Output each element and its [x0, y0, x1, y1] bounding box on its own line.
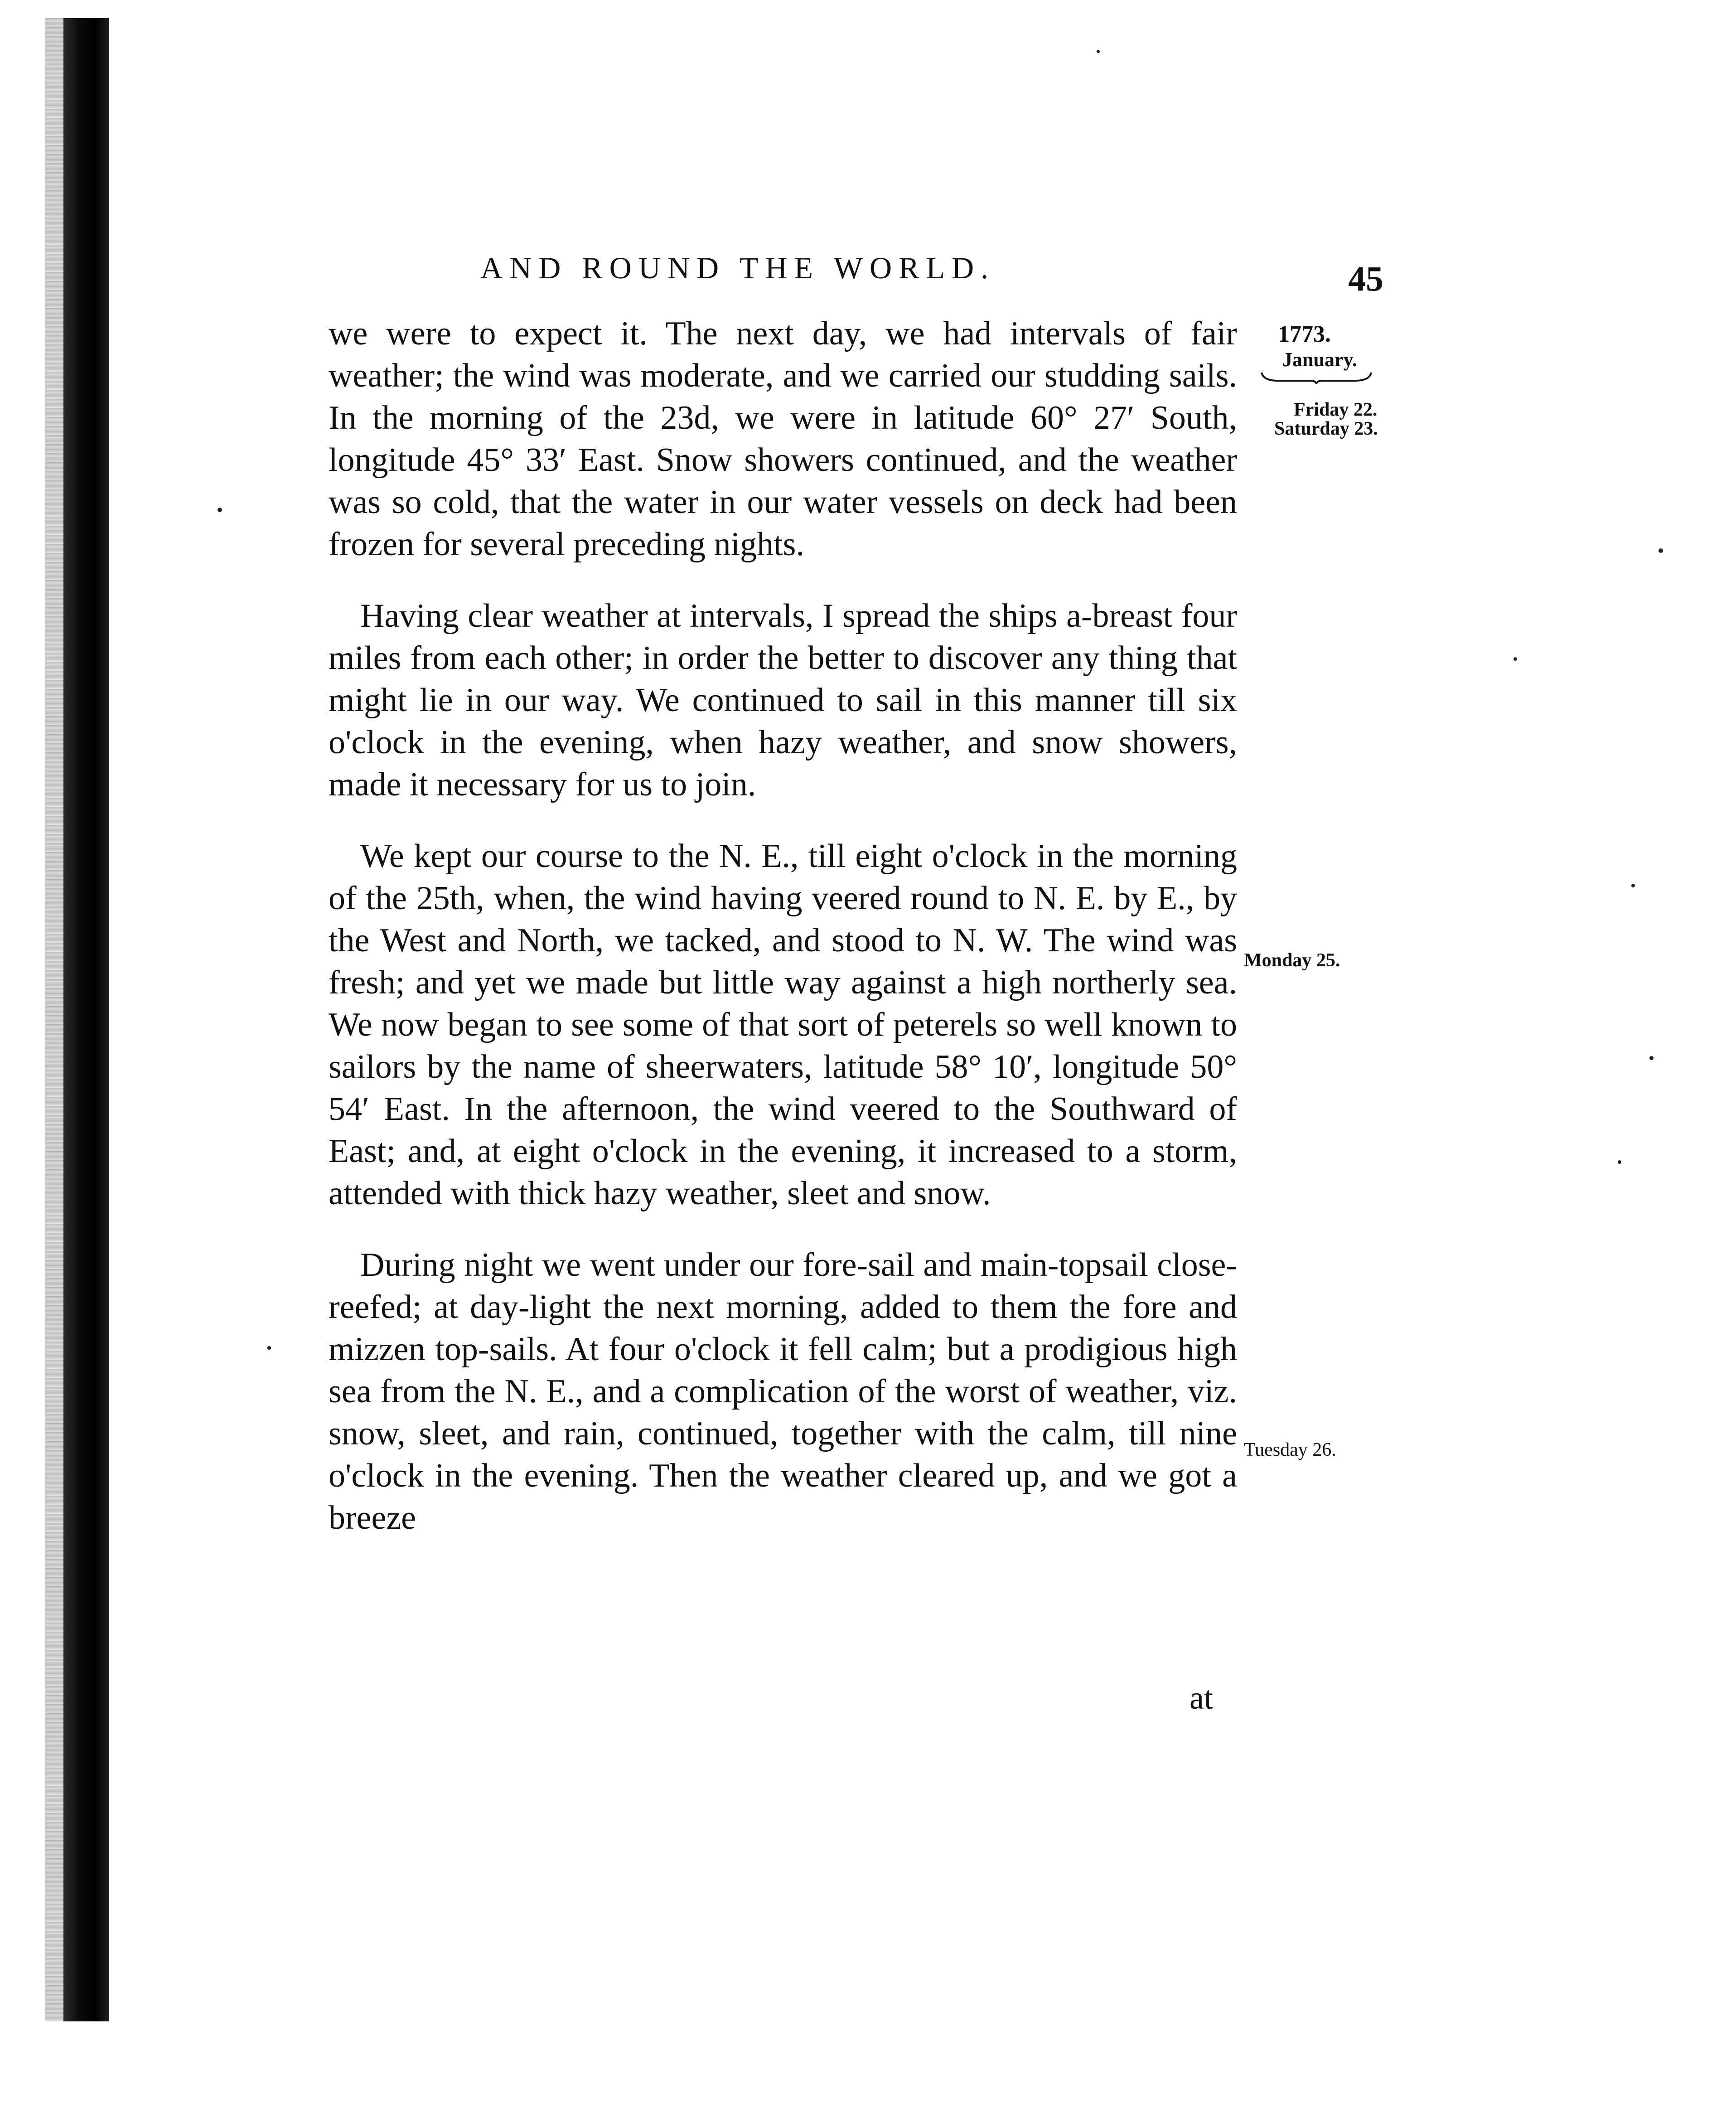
print-speck	[218, 508, 222, 512]
margin-note-tuesday: Tuesday 26.	[1244, 1439, 1336, 1460]
catchword: at	[1190, 1680, 1213, 1716]
paragraph-3: We kept our course to the N. E., till eight o'clock in the morning of the 25th, when, the wind having veered round to N. E. by E., by the West and North, we tacked, and stood to N. W. The wind was fresh; and yet we made but little way against a high northerly sea. We now began to see some of that sort of peterels so well known to sailors by the name of sheerwaters, latitude 58° 10′, longitude 50° 54′ East. In the afternoon, the wind veered to the Southward of East; and, at eight o'clock in the evening, it increased to a storm, attended with thick hazy weather, sleet and snow.	[329, 838, 1237, 1212]
margin-note-friday: Friday 22.	[1294, 399, 1378, 420]
margin-note-saturday: Saturday 23.	[1274, 418, 1378, 439]
print-speck	[1097, 50, 1100, 53]
print-speck	[1618, 1160, 1621, 1164]
page-binding-edge	[45, 18, 63, 2021]
margin-note-month: January.	[1282, 349, 1358, 371]
margin-brace	[1260, 371, 1373, 384]
page-number: 45	[1348, 259, 1383, 298]
paragraph-4: During night we went under our fore-sail and main-topsail close-reefed; at day-light the next morning, added to them the fore and mizzen top-sails. At four o'clock it fell calm; but a prodigious high sea from the N. E., and a complication of the worst of weather, viz. snow, sleet, and rain, continued, together with the calm, till nine o'clock in the evening. Then the weather cleared up, and we got a breeze	[329, 1246, 1237, 1536]
paragraph-gap	[329, 1215, 1237, 1244]
paragraph-2: Having clear weather at intervals, I spread the ships a-breast four miles from each other; in order the better to discover any thing that might lie in our way. We continued to sail in this manner till six o'clock in the evening, when hazy weather, and snow showers, made it necessary for us to join.	[329, 597, 1237, 803]
print-speck	[1659, 548, 1663, 553]
print-speck	[1649, 1056, 1654, 1060]
body-text	[329, 313, 1237, 1539]
margin-note-monday: Monday 25.	[1244, 950, 1340, 971]
paragraph-gap	[329, 566, 1237, 595]
binding-shadow	[63, 18, 109, 2021]
print-speck	[1514, 657, 1517, 661]
margin-note-year: 1773.	[1278, 321, 1331, 347]
paragraph-1: we were to expect it. The next day, we had intervals of fair weather; the wind was moderate, and we carried our studding sails. In the morning of the 23d, we were in latitude 60° 27′ South, longitude 45° 33′ East. Snow showers continued, and the weather was so cold, that the water in our water vessels on deck had been frozen for several preceding nights.	[329, 315, 1237, 563]
running-head: AND ROUND THE WORLD.	[480, 251, 996, 285]
print-speck	[267, 1346, 271, 1350]
print-speck	[1631, 884, 1635, 887]
paragraph-gap	[329, 806, 1237, 835]
